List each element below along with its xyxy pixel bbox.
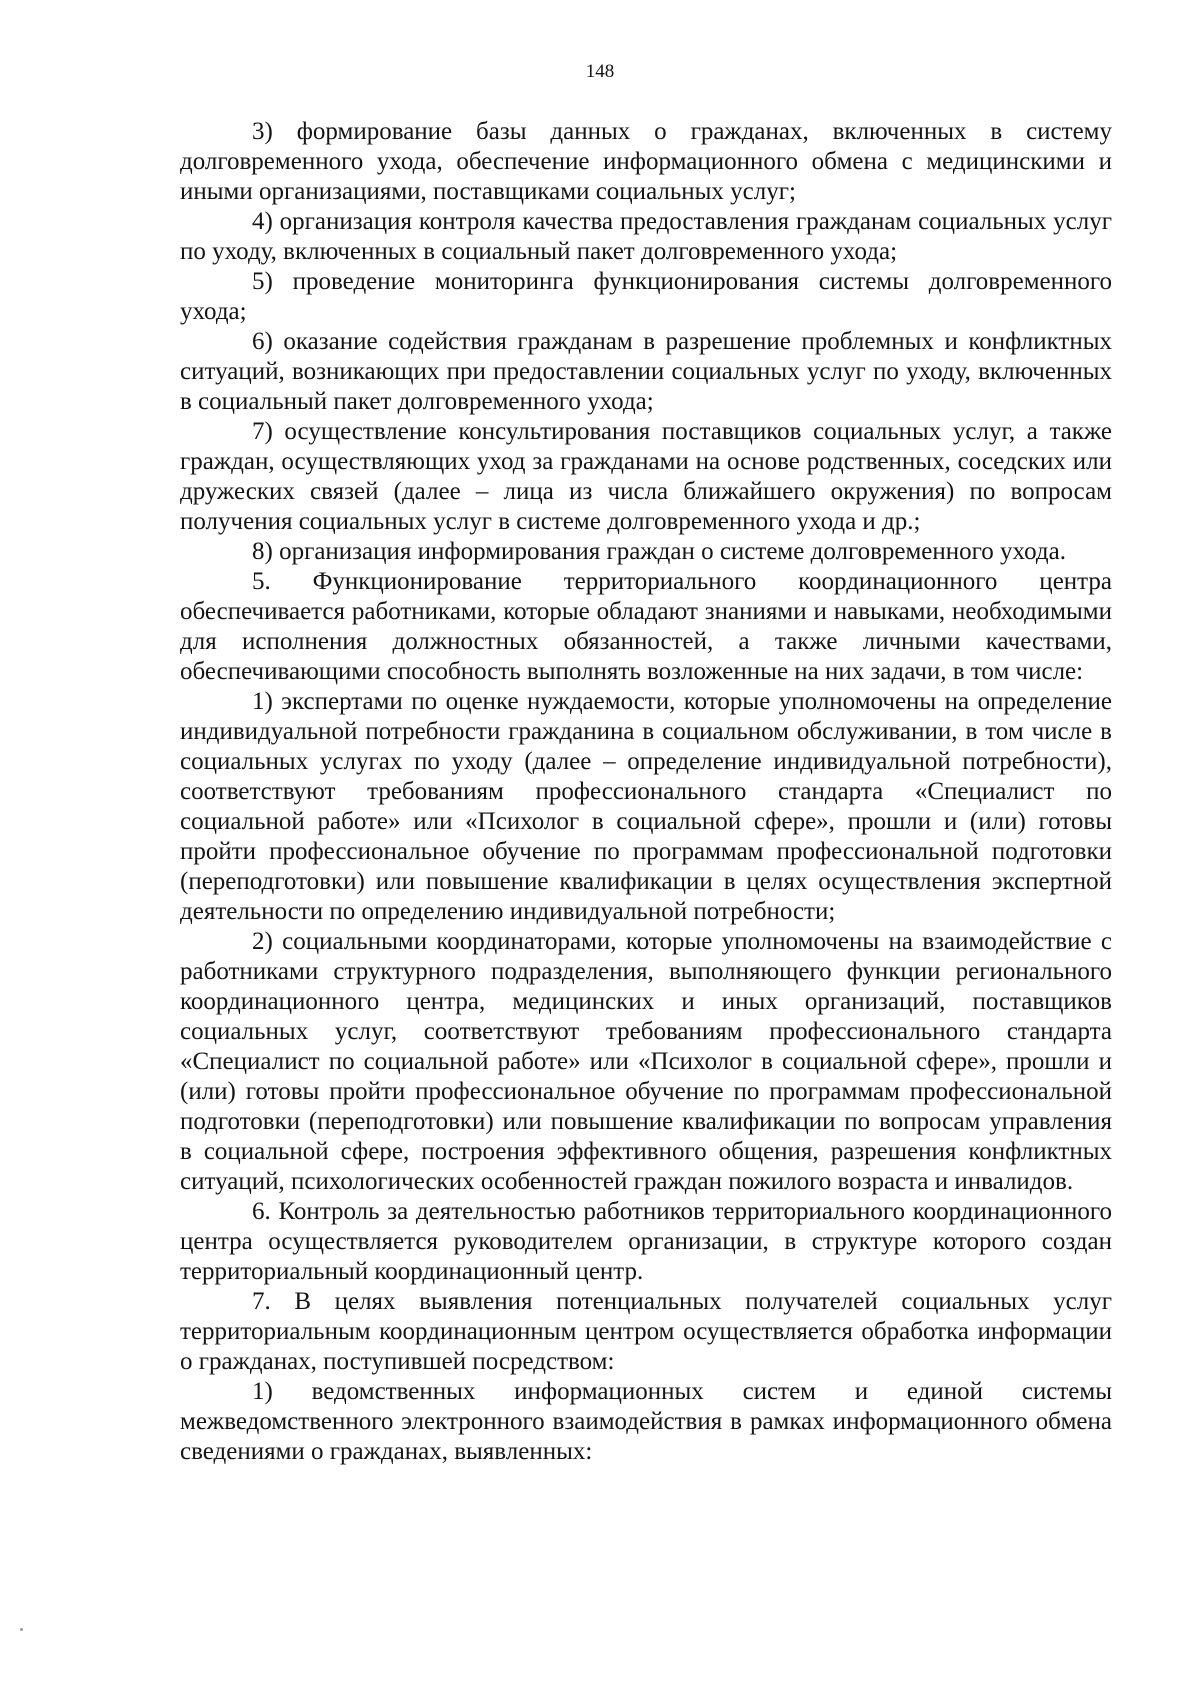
paragraph-item-5: 5) проведение мониторинга функционирования системы долговременного ухода; [180,268,1112,325]
paragraph-subitem-2-coordinators: 2) социальными координаторами, которые уполномочены на взаимодействие с работниками структурного подразделения, выполняющего функции регионального координационного центра, медицинских и иных организаций, поставщиков социальных услуг, соответствуют требованиям профессионального стандарта «Специалист по социальной работе» или «Психолог в социальной сфере», прошли и (или) готовы пройти профессиональное обучение по программам профессиональной подготовки (переподготовки) или повышение квалификации по вопросам управления в социальной сфере, построения эффективного общения, разрешения конфликтных ситуаций, психологических особенностей граждан пожилого возраста и инвалидов. [180,928,1112,1195]
page-number: 148 [585,61,615,82]
paragraph-section-6: 6. Контроль за деятельностью работников территориального координационного центра осуществляется руководителем организации, в структуре которого создан территориальный координационный центр. [180,1198,1112,1285]
paragraph-section-5: 5. Функционирование территориального координационного центра обеспечивается работниками, которые обладают знаниями и навыками, необходимыми для исполнения должностных обязанностей, а также личными качествами, обеспечивающими способность выполнять возложенные на них задачи, в том числе: [180,568,1112,685]
paragraph-subitem-1-systems: 1) ведомственных информационных систем и единой системы межведомственного электронного взаимодействия в рамках информационного обмена сведениями о гражданах, выявленных: [180,1378,1112,1465]
paragraph-section-7: 7. В целях выявления потенциальных получателей социальных услуг территориальным координационным центром осуществляется обработка информации о гражданах, поступившей посредством: [180,1288,1112,1375]
paragraph-item-8: 8) организация информирования граждан о системе долговременного ухода. [252,538,1066,565]
scan-artifact-dot [20,1628,23,1631]
document-body [180,117,1112,1467]
paragraph-subitem-1-experts: 1) экспертами по оценке нуждаемости, которые уполномочены на определение индивидуальной потребности гражданина в социальном обслуживании, в том числе в социальных услугах по уходу (далее – определение индивидуальной потребности), соответствуют требованиям профессионального стандарта «Специалист по социальной работе» или «Психолог в социальной сфере», прошли и (или) готовы пройти профессиональное обучение по программам профессиональной подготовки (переподготовки) или повышение квалификации в целях осуществления экспертной деятельности по определению индивидуальной потребности; [180,688,1112,925]
paragraph-item-6: 6) оказание содействия гражданам в разрешение проблемных и конфликтных ситуаций, возникающих при предоставлении социальных услуг по уходу, включенных в социальный пакет долговременного ухода; [180,328,1112,415]
paragraph-item-7: 7) осуществление консультирования поставщиков социальных услуг, а также граждан, осуществляющих уход за гражданами на основе родственных, соседских или дружеских связей (далее – лица из числа ближайшего окружения) по вопросам получения социальных услуг в системе долговременного ухода и др.; [180,418,1112,535]
paragraph-item-3: 3) формирование базы данных о гражданах, включенных в систему долговременного ухода, обеспечение информационного обмена с медицинскими и иными организациями, поставщиками социальных услуг; [180,118,1112,205]
paragraph-item-4: 4) организация контроля качества предоставления гражданам социальных услуг по уходу, включенных в социальный пакет долговременного ухода; [180,208,1112,265]
